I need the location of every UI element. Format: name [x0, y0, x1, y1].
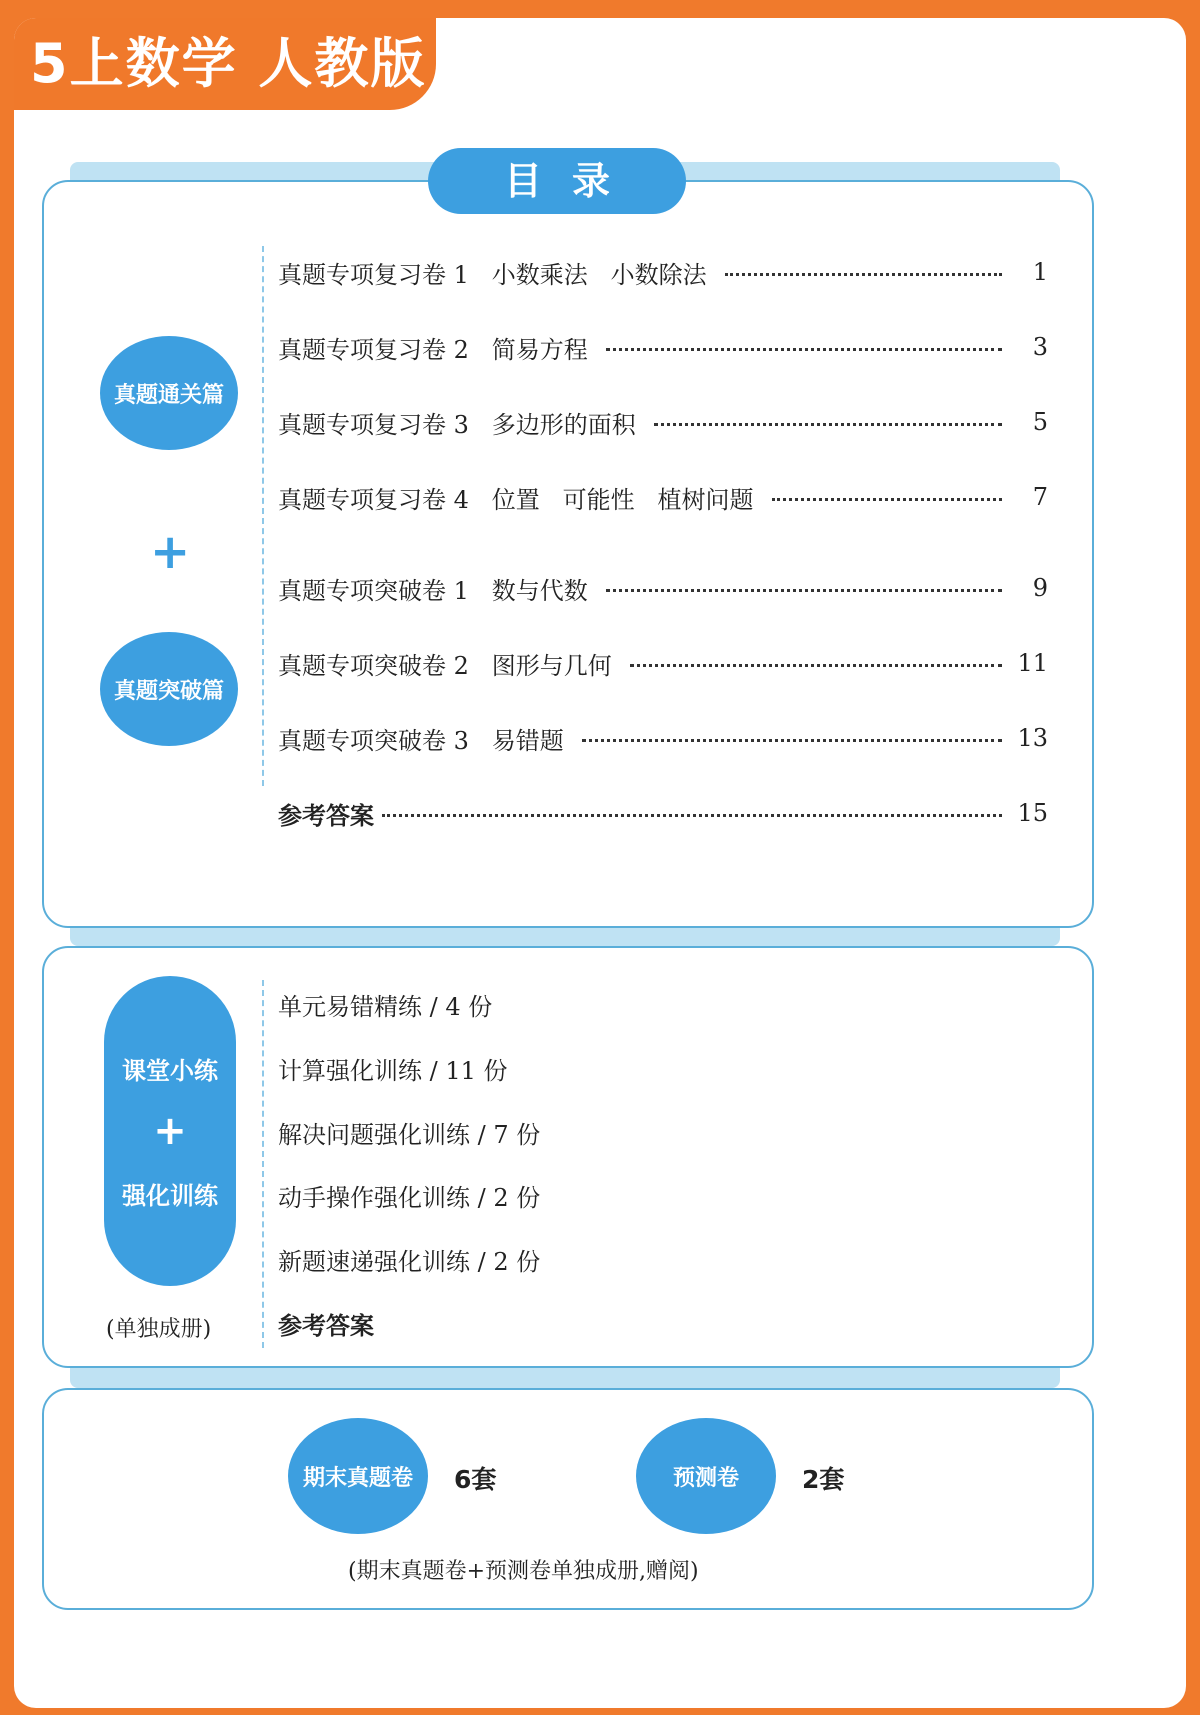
contents-title: 目录	[428, 148, 686, 214]
plus-sign: +	[153, 1108, 187, 1154]
separate-volume-note: (单独成册)	[106, 1317, 212, 1342]
toc-entry-label: 真题专项突破卷 3 易错题	[278, 726, 564, 755]
badge-final-exam: 期末真题卷	[288, 1418, 428, 1534]
toc-answers-page: 15	[1017, 799, 1048, 827]
list-item: 新题速递强化训练 / 2 份	[278, 1248, 541, 1276]
divider-line	[262, 246, 264, 786]
badge-class-practice	[104, 976, 236, 1286]
toc-entry-label: 真题专项复习卷 4 位置 可能性 植树问题	[278, 485, 754, 514]
list-item: 计算强化训练 / 11 份	[278, 1057, 508, 1085]
leader-dots	[606, 348, 1002, 351]
leader-dots	[606, 589, 1002, 592]
toc-entry-page: 3	[1032, 333, 1048, 361]
leader-dots	[630, 664, 1002, 667]
badge-real-exam-breakthrough: 真题突破篇	[100, 632, 238, 746]
toc-entry-label: 真题专项突破卷 1 数与代数	[278, 576, 588, 605]
badge-line-top: 课堂小练	[122, 1057, 218, 1085]
toc-entry-label: 真题专项突破卷 2 图形与几何	[278, 651, 612, 680]
leader-dots	[582, 739, 1002, 742]
grade-edition-tag: 5上数学 人教版	[14, 18, 436, 110]
toc-entry-page: 1	[1032, 258, 1048, 286]
final-exam-count: 6套	[454, 1465, 497, 1494]
leader-dots	[654, 423, 1002, 426]
gift-note: (期末真题卷+预测卷单独成册,赠阅)	[348, 1559, 699, 1584]
toc-entry[interactable]	[278, 477, 1048, 517]
toc-entry-page: 13	[1017, 724, 1048, 752]
list-item: 解决问题强化训练 / 7 份	[278, 1121, 541, 1149]
list-answers: 参考答案	[278, 1312, 374, 1340]
toc-entry[interactable]	[278, 402, 1048, 442]
toc-entry-page: 9	[1032, 574, 1048, 602]
toc-entry-page: 7	[1032, 483, 1048, 511]
divider-line	[262, 980, 264, 1348]
panel-tab-strip	[70, 1368, 1060, 1388]
plus-sign: +	[150, 524, 191, 580]
leader-dots	[382, 814, 1002, 817]
toc-entry-label: 真题专项复习卷 1 小数乘法 小数除法	[278, 260, 707, 289]
toc-entry[interactable]	[278, 643, 1048, 683]
toc-entry-label: 真题专项复习卷 2 简易方程	[278, 335, 588, 364]
toc-entry[interactable]	[278, 718, 1048, 758]
toc-answers-label: 参考答案	[278, 801, 374, 830]
badge-forecast-exam: 预测卷	[636, 1418, 776, 1534]
toc-entry[interactable]	[278, 327, 1048, 367]
toc-entry-page: 11	[1017, 649, 1048, 677]
list-item: 动手操作强化训练 / 2 份	[278, 1184, 541, 1212]
forecast-exam-count: 2套	[802, 1465, 845, 1494]
list-item: 单元易错精练 / 4 份	[278, 993, 493, 1021]
panel-tab-strip	[70, 928, 1060, 946]
toc-answers[interactable]	[278, 793, 1048, 833]
toc-entry[interactable]	[278, 568, 1048, 608]
toc-entry-label: 真题专项复习卷 3 多边形的面积	[278, 410, 636, 439]
leader-dots	[725, 273, 1002, 276]
leader-dots	[772, 498, 1002, 501]
badge-real-exam-pass: 真题通关篇	[100, 336, 238, 450]
badge-line-bottom: 强化训练	[122, 1182, 218, 1210]
toc-entry-page: 5	[1032, 408, 1048, 436]
toc-entry[interactable]	[278, 252, 1048, 292]
